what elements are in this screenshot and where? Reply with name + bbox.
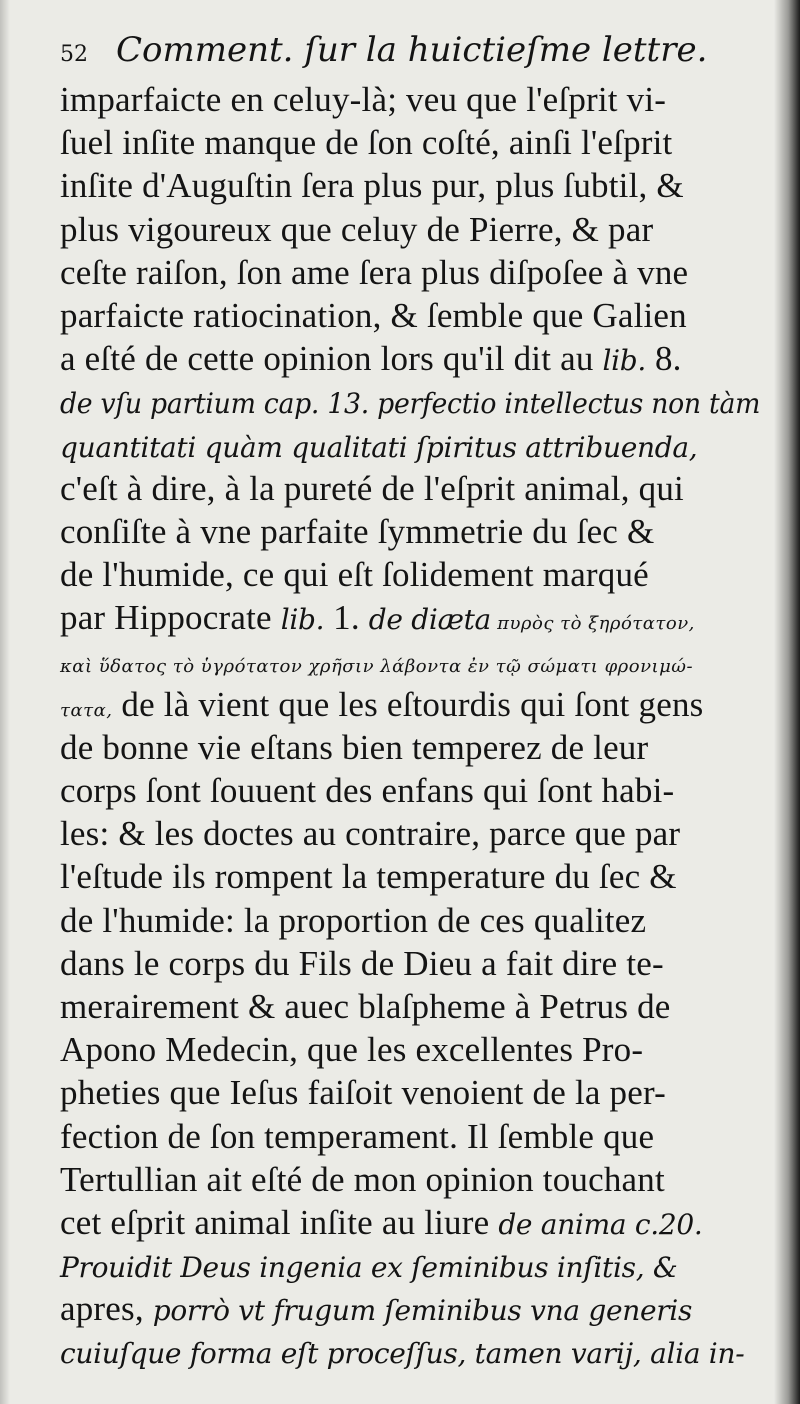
italic-text: quantitati quàm qualitati ſpiritus attribuenda, [60, 430, 698, 464]
text-line [60, 1287, 760, 1330]
running-head [60, 30, 760, 78]
text-line [60, 294, 760, 337]
text-line [60, 639, 760, 682]
roman-text: conſiſte à vne parfaite ſymmetrie du ſec & [60, 511, 655, 551]
roman-text: inſite d'Auguſtin ſera plus pur, plus ſubtil, & [60, 166, 684, 206]
text-line [60, 855, 760, 898]
text-line [60, 1244, 760, 1287]
binding-shadow [774, 0, 800, 1404]
text-line [60, 78, 760, 121]
roman-text: ceſte raiſon, ſon ame ſera plus diſpoſee à vne [60, 252, 689, 292]
text-line [60, 769, 760, 812]
roman-text: de l'humide: la proportion de ces qualitez [60, 900, 647, 940]
text-line [60, 553, 760, 596]
text-line [60, 467, 760, 510]
text-line [60, 510, 760, 553]
roman-text: pheties que Ieſus faiſoit venoient de la per- [60, 1073, 666, 1113]
text-line [60, 1201, 760, 1244]
italic-text: lib. [602, 344, 647, 378]
text-line [60, 251, 760, 294]
roman-text: par Hippocrate [60, 598, 281, 638]
roman-text: Apono Medecin, que les excellentes Pro- [60, 1030, 644, 1070]
text-line [60, 985, 760, 1028]
roman-text: fection de ſon temperament. Il ſemble que [60, 1116, 655, 1156]
italic-text: lib. [280, 603, 325, 637]
roman-text: de bonne vie eſtans bien temperez de leur [60, 727, 649, 767]
page-edge-shadow [0, 0, 10, 1404]
roman-text: a eſté de cette opinion lors qu'il dit au [60, 339, 603, 379]
roman-text: parfaicte ratiocination, & ſemble que Galien [60, 295, 687, 335]
roman-text: de l'humide, ce qui eſt ſolidement marqué [60, 555, 649, 595]
text-line [60, 683, 760, 726]
roman-text: 1. [324, 598, 369, 638]
roman-text: plus vigoureux que celuy de Pierre, & par [60, 209, 654, 249]
roman-text: 8. [646, 339, 682, 379]
roman-text: merairement & auec blaſpheme à Petrus de [60, 986, 671, 1026]
text-line [60, 942, 760, 985]
roman-text: cet eſprit animal inſite au liure [60, 1202, 499, 1242]
page-number: 52 [60, 42, 88, 67]
text-line [60, 337, 760, 380]
italic-text: porrò vt frugum ſeminibus vna generis [152, 1294, 693, 1328]
italic-text: cuiuſque forma eſt proceſſus, tamen varij, alia in- [60, 1337, 745, 1371]
text-line [60, 812, 760, 855]
roman-text: corps ſont ſouuent des enfans qui ſont habi- [60, 771, 675, 810]
roman-text: Tertullian ait eſté de mon opinion touchant [60, 1159, 665, 1199]
running-title: Comment. ſur la huictieſme lettre. [116, 30, 708, 70]
roman-text: ſuel inſite manque de ſon coſté, ainſi l'eſprit [60, 123, 673, 163]
body-text [60, 78, 760, 1374]
text-line [60, 1028, 760, 1071]
text-line [60, 380, 761, 423]
roman-text: les: & les doctes au contraire, parce que par [60, 814, 681, 854]
text-line [60, 899, 760, 942]
text-block [60, 30, 760, 1374]
greek-text: πυρὸς τὸ ξηρότατον, [490, 613, 695, 635]
text-line [60, 1330, 760, 1373]
text-line [60, 1115, 760, 1158]
roman-text: de là vient que les eſtourdis qui ſont gens [112, 684, 704, 724]
roman-text: dans le corps du Fils de Dieu a fait dire te- [60, 943, 664, 983]
italic-text: Prouidit Deus ingenia ex ſeminibus inſitis, & [60, 1251, 678, 1285]
roman-text: imparfaicte en celuy-là; veu que l'eſprit vi- [60, 80, 667, 119]
roman-text: c'eſt à dire, à la pureté de l'eſprit animal, qui [60, 468, 684, 508]
text-line [60, 1071, 760, 1114]
italic-text: de vſu partium cap. 13. perfectio intellectus non tàm [60, 387, 761, 421]
text-line [60, 424, 760, 467]
italic-text: de anima c.20. [498, 1207, 703, 1241]
greek-text: τατα, [60, 699, 113, 721]
text-line [60, 596, 760, 639]
roman-text: apres, [60, 1289, 153, 1329]
italic-text: de diæta [368, 603, 491, 637]
text-line [60, 1158, 760, 1201]
text-line [60, 726, 760, 769]
roman-text: l'eſtude ils rompent la temperature du ſec & [60, 857, 677, 897]
text-line [60, 164, 760, 207]
text-line [60, 121, 760, 164]
text-line [60, 208, 760, 251]
greek-text: καὶ ὕδατος τὸ ὑγρότατον χρῆσιν λάβοντα ἐν τῷ σώματι φρονιμώ- [60, 656, 694, 678]
